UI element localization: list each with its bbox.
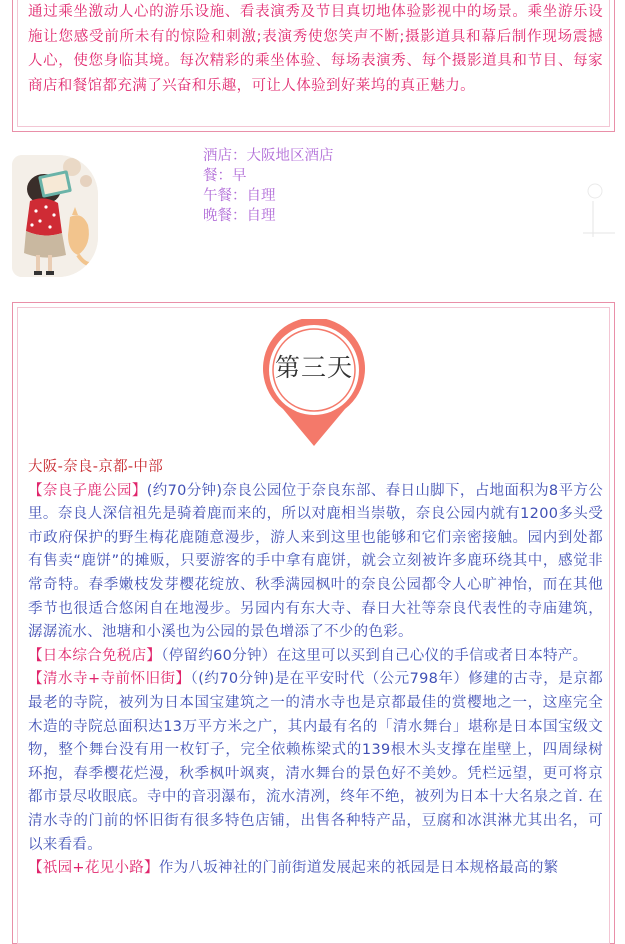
meals-info	[203, 146, 334, 226]
decorative-mark	[583, 183, 615, 239]
spot-paragraph	[28, 645, 603, 669]
spot-name: 【清水寺+寺前怀旧街】	[28, 671, 191, 688]
hotel-line: 酒店：大阪地区酒店	[203, 148, 334, 164]
spot-desc: (约70分钟)奈良公园位于奈良东部、春日山脚下，占地面积为8平方公里。奈良人深信祖先是骑着鹿而来的，所以对鹿相当崇敬，奈良公园内就有1200多头受市政府保护的野生梅花鹿随意漫步，游人来到这里也能够和它们亲密接触。园内到处都有售卖“鹿饼”的摊贩，只要游客的手中拿有鹿饼，就会立刻被许多鹿环绕其中，感觉非常奇特。春季嫩枝发芽樱花绽放、秋季满园枫叶的奈良公园都令人心旷神怡，而在其他季节也很适合悠闲自在地漫步。另园内有东大寺、春日大社等奈良代表性的寺庙建筑，潺潺流水、池塘和小溪也为公园的景色增添了不少的色彩。	[28, 482, 603, 641]
dinner-line: 晚餐：自理	[203, 208, 276, 224]
spot-desc: （停留约60分钟）在这里可以买到自己心仪的手信或者日本特产。	[161, 647, 588, 664]
spot-paragraph	[28, 668, 603, 857]
day-title: 第三天	[274, 353, 353, 382]
spot-paragraph	[28, 480, 603, 645]
spot-desc: （(约70分钟)是在平安时代（公元798年）修建的古寺，是京都最老的寺院，被列为日本国宝建筑之一的清水寺也是京都最佳的赏樱地之一，这座完全木造的寺院总面积达13万平方米之广，其内最有名的「清水舞台」堪称是日本国宝级文物，整个舞台没有用一枚钉子，完全依赖栋梁式的139根木头支撑在崖壁上，四周绿树环抱，春季樱花烂漫，秋季枫叶飒爽，清水舞台的景色好不美妙。凭栏远望，更可将京都市景尽收眼底。寺中的音羽瀑布，流水清冽，终年不绝，被列为日本十大名泉之首. 在清水寺的门前的怀旧街有很多特色店铺，出售各种特产品，豆腐和冰淇淋尤其出名，可以来看看。	[28, 671, 603, 853]
intro-text: 通过乘坐激动人心的游乐设施、看表演秀及节目真切地体验影视中的场景。乘坐游乐设施让您感受前所未有的惊险和刺激;表演秀使您笑声不断;摄影道具和幕后制作现场震撼人心，使您身临其境。每次精彩的乘坐体验、每场表演秀、每个摄影道具和节目、每家商店和餐馆都充满了兴奋和乐趣，可让人体验到好莱坞的真正魅力。	[28, 4, 603, 94]
spot-name: 【奈良子鹿公园】	[28, 482, 147, 499]
breakfast-line: 餐：早	[203, 168, 247, 184]
illustration-girl-reading	[12, 155, 98, 277]
spot-name: 【日本综合免税店】	[28, 647, 162, 664]
route-line: 大阪-奈良-京都-中部	[28, 459, 163, 475]
itinerary-body	[28, 456, 603, 881]
spot-name: 【祇园+花见小路】	[28, 860, 159, 877]
spot-paragraph	[28, 857, 603, 881]
lunch-line: 午餐：自理	[203, 188, 276, 204]
spot-desc: 作为八坂神社的门前街道发展起来的祇园是日本规格最高的繁	[158, 860, 559, 877]
